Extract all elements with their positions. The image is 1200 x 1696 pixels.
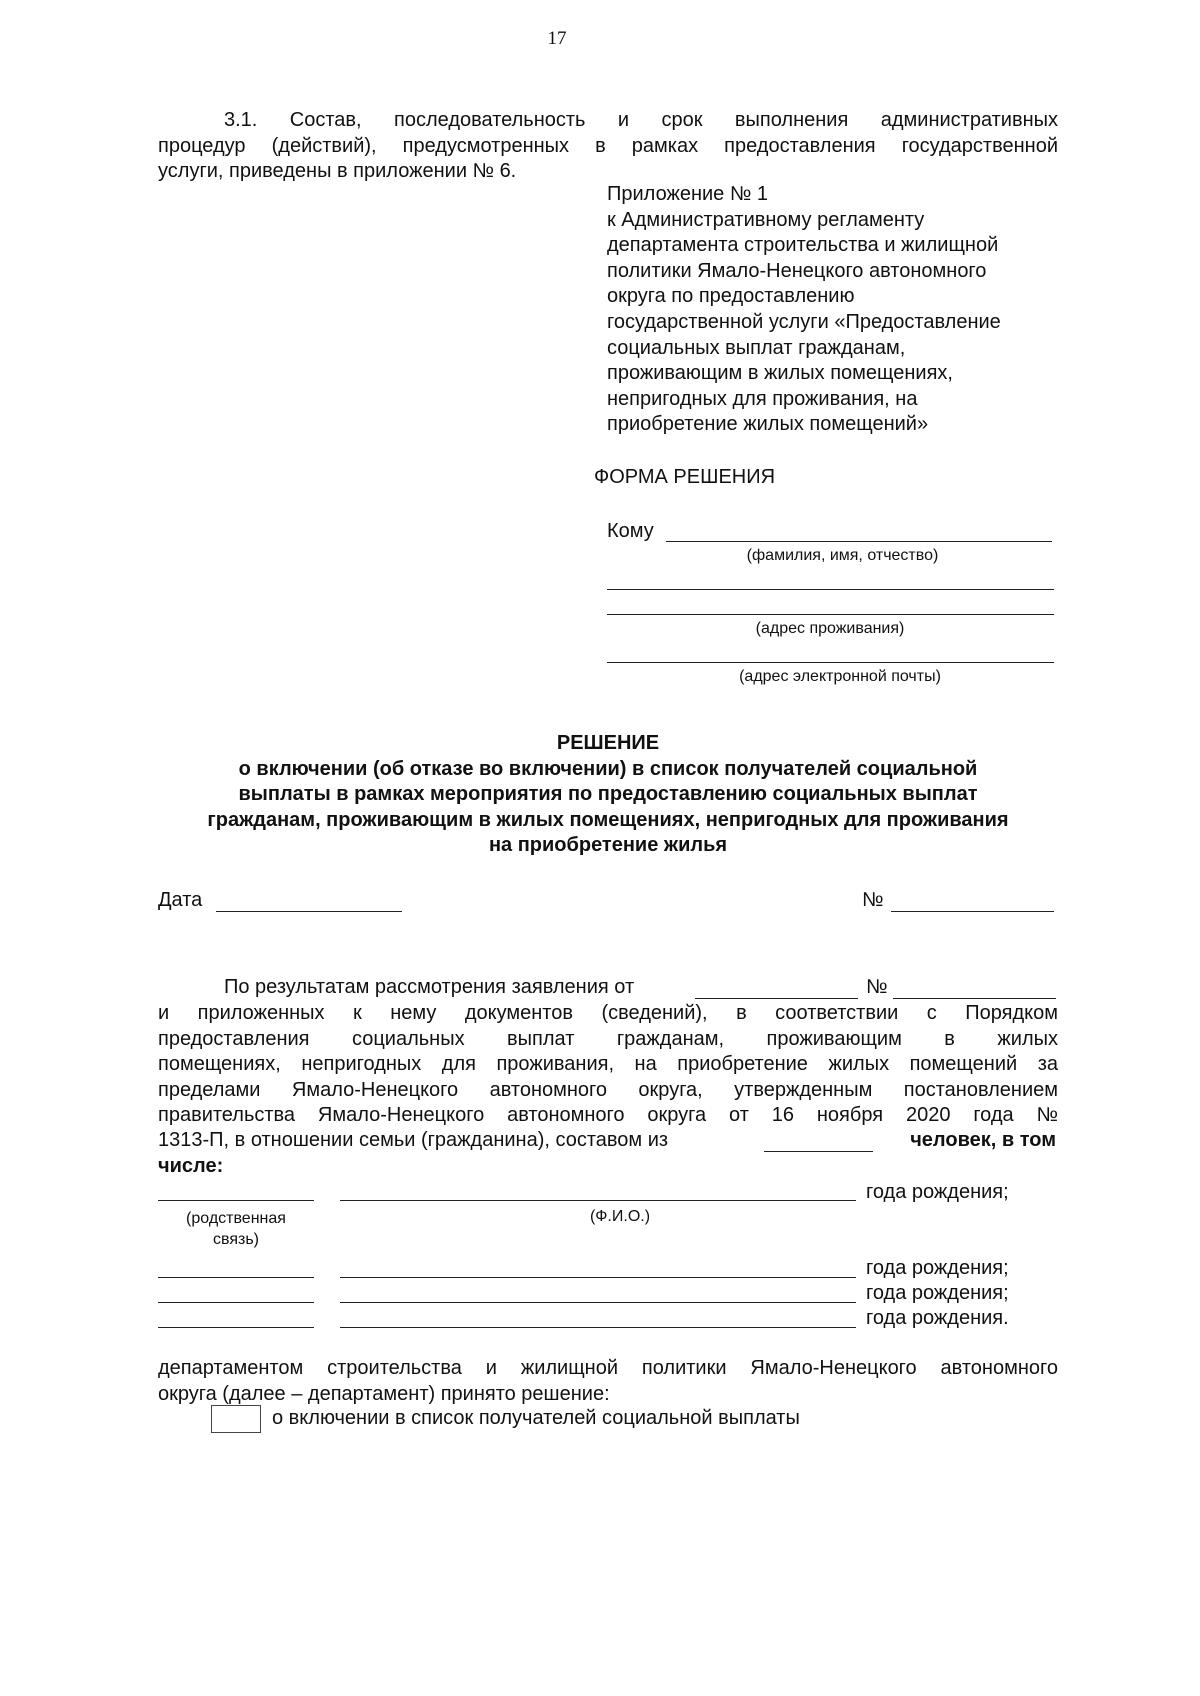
appendix-line: Приложение № 1 bbox=[607, 183, 768, 205]
body-line: и приложенных к нему документов (сведений), в соответствии с Порядком bbox=[158, 1002, 1058, 1024]
body-line: помещениях, непригодных для проживания, на приобретение жилых помещений за bbox=[158, 1053, 1058, 1075]
appendix-line: округа по предоставлению bbox=[607, 285, 855, 308]
body-line: пределами Ямало-Ненецкого автономного округа, утвержденным постановлением bbox=[158, 1078, 1058, 1101]
fio-field-1[interactable] bbox=[340, 1200, 856, 1201]
address-line-2[interactable] bbox=[607, 614, 1054, 615]
decision-title-line: на приобретение жилья bbox=[488, 834, 728, 856]
decision-title-line: РЕШЕНИЕ bbox=[556, 732, 660, 754]
relation-field-4[interactable] bbox=[158, 1327, 314, 1328]
appendix-line: к Административному регламенту bbox=[607, 208, 925, 231]
fio-field-3[interactable] bbox=[340, 1302, 856, 1303]
number-label: № bbox=[862, 889, 884, 911]
family-size-field[interactable] bbox=[764, 1151, 873, 1152]
birth-label-4: года рождения. bbox=[866, 1307, 1009, 1329]
include-checkbox[interactable] bbox=[211, 1405, 261, 1433]
fio-field-4[interactable] bbox=[340, 1327, 856, 1328]
body-line: правительства Ямало-Ненецкого автономного округа от 16 ноября 2020 года № bbox=[158, 1104, 1058, 1126]
fio-line[interactable] bbox=[666, 541, 1052, 542]
application-number-field[interactable] bbox=[893, 998, 1056, 999]
section-line: 3.1. Состав, последовательность и срок выполнения административных bbox=[224, 109, 1058, 131]
body-paragraph bbox=[158, 1001, 1058, 1129]
appendix-line: политики Ямало-Ненецкого автономного bbox=[607, 259, 987, 282]
decision-title-line: гражданам, проживающим в жилых помещениях, непригодных для проживания bbox=[207, 808, 1009, 831]
include-option-label: о включении в список получателей социальной выплаты bbox=[272, 1407, 800, 1429]
appendix-line: непригодных для проживания, на bbox=[607, 387, 918, 410]
relation-field-2[interactable] bbox=[158, 1277, 314, 1278]
email-caption: (адрес электронной почты) bbox=[739, 668, 941, 685]
appendix-line: приобретение жилых помещений» bbox=[607, 413, 929, 436]
section-line: услуги, приведены в приложении № 6. bbox=[158, 160, 517, 182]
fio-caption: (фамилия, имя, отчество) bbox=[746, 547, 939, 564]
appendix-header bbox=[607, 182, 1001, 438]
appendix-line: проживающим в жилых помещениях, bbox=[607, 362, 953, 385]
fio-field-2[interactable] bbox=[340, 1277, 856, 1278]
section-paragraph bbox=[158, 108, 1058, 185]
section-line: процедур (действий), предусмотренных в рамках предоставления государственной bbox=[158, 134, 1058, 157]
appendix-line: социальных выплат гражданам, bbox=[607, 336, 906, 359]
date-label: Дата bbox=[158, 889, 203, 911]
appendix-line: департамента строительства и жилищной bbox=[607, 234, 999, 257]
decision-title-line: выплаты в рамках мероприятия по предоставлению социальных выплат bbox=[238, 783, 978, 805]
address-caption: (адрес проживания) bbox=[755, 620, 905, 637]
relation-field-3[interactable] bbox=[158, 1302, 314, 1303]
form-heading: ФОРМА РЕШЕНИЯ bbox=[594, 466, 776, 488]
date-field[interactable] bbox=[216, 911, 402, 912]
relation-caption-line: (родственная bbox=[186, 1210, 286, 1227]
application-no-label: № bbox=[866, 976, 888, 998]
composition-bold: человек, в том bbox=[910, 1129, 1056, 1151]
address-line-1[interactable] bbox=[607, 589, 1054, 590]
fio-caption-family: (Ф.И.О.) bbox=[589, 1208, 651, 1225]
conclusion-line: округа (далее – департамент) принято решение: bbox=[158, 1382, 610, 1405]
appendix-line: государственной услуги «Предоставление bbox=[607, 310, 1001, 333]
body-first-line-prefix: По результатам рассмотрения заявления от bbox=[224, 976, 635, 998]
decision-title bbox=[158, 731, 1058, 859]
composition-bold-end: числе: bbox=[158, 1155, 224, 1177]
birth-label-1: года рождения; bbox=[866, 1181, 1009, 1203]
relation-caption-line: связь) bbox=[213, 1231, 259, 1248]
conclusion-line: департаментом строительства и жилищной политики Ямало-Ненецкого автономного bbox=[158, 1357, 1058, 1379]
birth-label-2: года рождения; bbox=[866, 1257, 1009, 1279]
number-field[interactable] bbox=[891, 911, 1054, 912]
birth-label-3: года рождения; bbox=[866, 1282, 1009, 1304]
page-number: 17 bbox=[547, 28, 567, 49]
body-line: предоставления социальных выплат гражданам, проживающим в жилых bbox=[158, 1027, 1058, 1050]
composition-prefix: 1313-П, в отношении семьи (гражданина), составом из bbox=[158, 1129, 669, 1151]
email-line[interactable] bbox=[607, 662, 1054, 663]
to-label: Кому bbox=[607, 520, 654, 542]
decision-title-line: о включении (об отказе во включении) в список получателей социальной bbox=[238, 757, 978, 780]
relation-field-1[interactable] bbox=[158, 1200, 314, 1201]
conclusion-paragraph bbox=[158, 1356, 1058, 1407]
application-date-field[interactable] bbox=[695, 998, 858, 999]
relation-caption bbox=[158, 1208, 314, 1250]
